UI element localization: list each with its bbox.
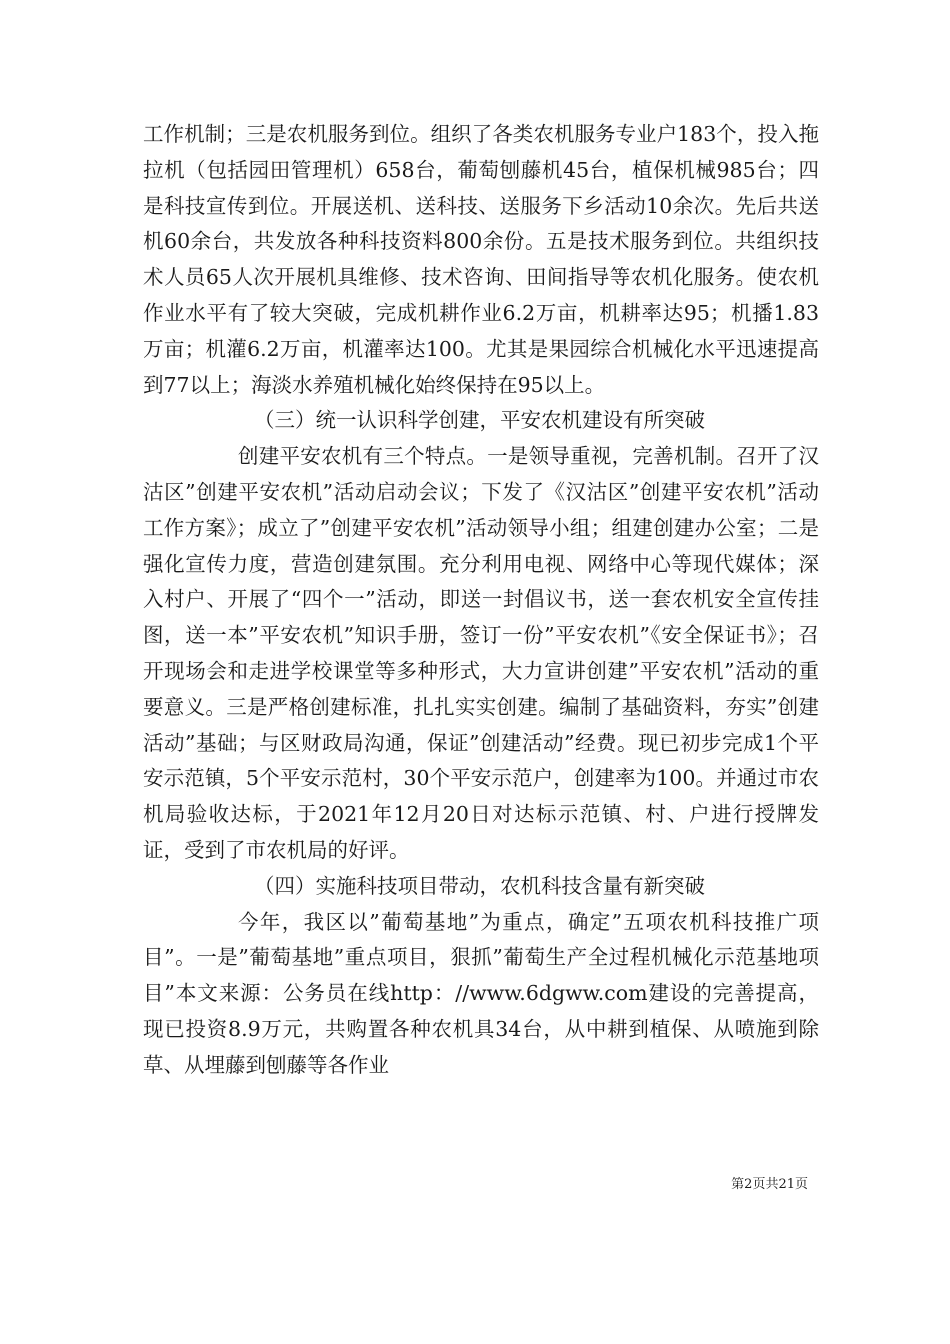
- body-paragraph-1: 工作机制；三是农机服务到位。组织了各类农机服务专业户183个，投入拖拉机（包括园田管理机）658台，葡萄刨藤机45台，植保机械985台；四是科技宣传到位。开展送机、送科技、送服务下乡活动10余次。先后共送机60余台，共发放各种科技资料800余份。五是技术服务到位。共组织技术人员65人次开展机具维修、技术咨询、田间指导等农机化服务。使农机作业水平有了较大突破，完成机耕作业6.2万亩，机耕率达95；机播1.83万亩；机灌6.2万亩，机灌率达100。尤其是果园综合机械化水平迅速提高到77以上；海淡水养殖机械化始终保持在95以上。: [143, 122, 819, 397]
- page-number-footer: 第2页共21页: [731, 1177, 808, 1192]
- document-body: [143, 117, 819, 1084]
- section-heading-4: （四）实施科技项目带动，农机科技含量有新突破: [254, 873, 705, 898]
- section-heading-3: （三）统一认识科学创建，平安农机建设有所突破: [254, 408, 705, 433]
- body-paragraph-3: 今年，我区以”葡萄基地”为重点，确定”五项农机科技推广项目”。一是”葡萄基地”重点项目，狠抓”葡萄生产全过程机械化示范基地项目”本文来源：公务员在线http：//www.6dgww.com建设的完善提高，现已投资8.9万元，共购置各种农机具34台，从中耕到植保、从喷施到除草、从埋藤到刨藤等各作业: [143, 909, 819, 1077]
- body-paragraph-2: 创建平安农机有三个特点。一是领导重视，完善机制。召开了汉沽区”创建平安农机”活动启动会议；下发了《汉沽区”创建平安农机”活动工作方案》；成立了”创建平安农机”活动领导小组；组建创建办公室；二是强化宣传力度，营造创建氛围。充分利用电视、网络中心等现代媒体；深入村户、开展了“四个一”活动，即送一封倡议书，送一套农机安全宣传挂图，送一本”平安农机”知识手册，签订一份”平安农机”《安全保证书》；召开现场会和走进学校课堂等多种形式，大力宣讲创建”平安农机”活动的重要意义。三是严格创建标准，扎扎实实创建。编制了基础资料，夯实”创建活动”基础；与区财政局沟通，保证”创建活动”经费。现已初步完成1个平安示范镇，5个平安示范村，30个平安示范户，创建率为100。并通过市农机局验收达标，于2021年12月20日对达标示范镇、村、户进行授牌发证，受到了市农机局的好评。: [143, 444, 819, 862]
